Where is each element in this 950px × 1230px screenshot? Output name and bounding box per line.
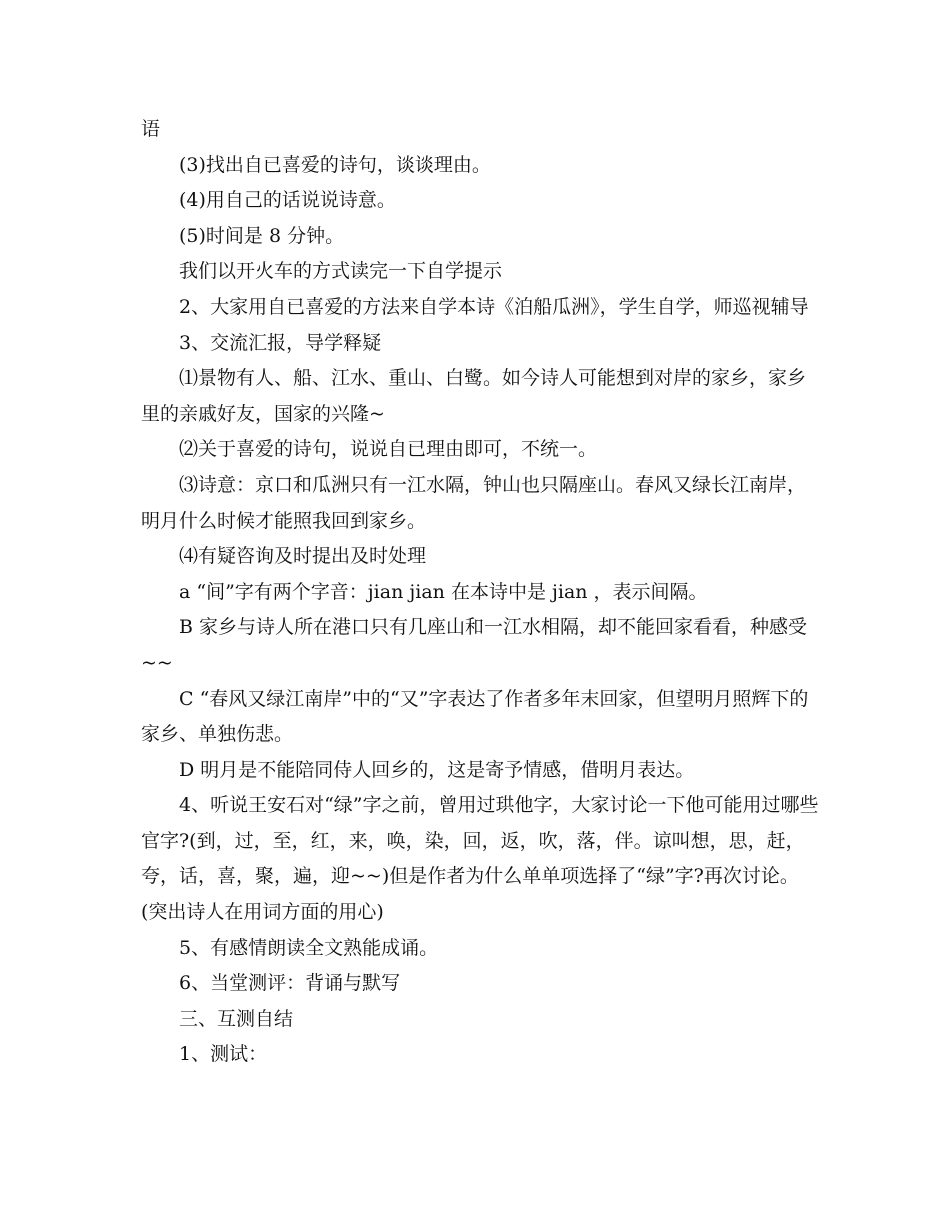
- paragraph-11: a “间”字有两个字音：jian jian 在本诗中是 jian ，表示间隔。: [179, 580, 708, 603]
- paragraph-10: ⑷有疑咨询及时提出及时处理: [179, 545, 427, 568]
- paragraph-5: 2、大家用自已喜爱的方法来自学本诗《泊船瓜洲》，学生自学，师巡视辅导: [179, 295, 809, 318]
- paragraph-15: 4、听说王安石对“绿”字之前，曾用过珙他字，大家讨论一下他可能用过哪些官字?(到，过，至，红，来，唤，染，回，返，吹，落，伴。谅叫想，思，赶，夸，话，喜，聚，遍，迎~~)但是作者为什么单单项选择了“绿”字?再次讨论。(突出诗人在用词方面的用心): [141, 794, 819, 924]
- document-body: [141, 112, 821, 1073]
- paragraph-17: 6、当堂测评：背诵与默写: [179, 972, 401, 995]
- paragraph-19: 1、测试：: [179, 1043, 268, 1066]
- paragraph-13: C “春风又绿江南岸”中的“又”字表达了作者多年末回家，但望明月照辉下的家乡、单独伤悲。: [141, 687, 809, 746]
- paragraph-9: ⑶诗意：京口和瓜洲只有一江水隔，钟山也只隔座山。春风又绿长江南岸，明月什么时候才能照我回到家乡。: [141, 473, 807, 532]
- paragraph-2: (4)用自己的话说说诗意。: [179, 189, 396, 212]
- paragraph-12: B 家乡与诗人所在港口只有几座山和一江水相隔，却不能回家看看，种感受~~: [141, 616, 808, 674]
- paragraph-4: 我们以开火车的方式读完一下自学提示: [179, 260, 503, 283]
- paragraph-3: (5)时间是 8 分钟。: [179, 224, 345, 247]
- paragraph-14: D 明月是不能陪同侍人回乡的，这是寄予情感，借明月表达。: [179, 758, 695, 781]
- paragraph-16: 5、有感情朗读全文熟能成诵。: [179, 936, 439, 959]
- paragraph-7: ⑴景物有人、船、江水、重山、白鹭。如今诗人可能想到对岸的家乡，家乡里的亲戚好友，国家的兴隆~: [141, 367, 807, 425]
- paragraph-8: ⑵关于喜爱的诗句，说说自已理由即可，不统一。: [179, 438, 598, 461]
- paragraph-18: 三、互测自结: [179, 1007, 294, 1030]
- paragraph-0: 语: [141, 118, 161, 140]
- paragraph-6: 3、交流汇报，导学释疑: [179, 331, 382, 354]
- paragraph-1: (3)找出自已喜爱的诗句，谈谈理由。: [179, 153, 491, 176]
